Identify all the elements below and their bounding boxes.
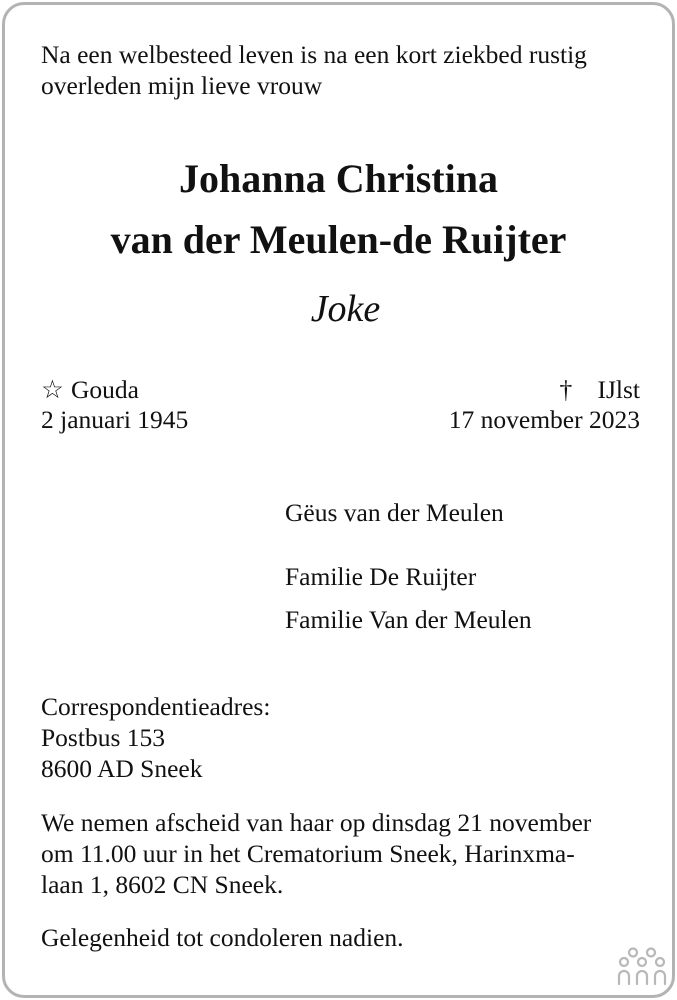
death-place-text: IJlst <box>597 375 640 404</box>
birth-place-text: Gouda <box>71 375 139 404</box>
correspondence-line-1: Postbus 153 <box>41 723 165 752</box>
correspondence-address <box>41 691 270 784</box>
farewell-text <box>41 807 591 900</box>
intro-line-2: overleden mijn lieve vrouw <box>41 71 323 100</box>
condolence-text: Gelegenheid tot condoleren nadien. <box>41 923 404 952</box>
farewell-line-3: laan 1, 8602 CN Sneek. <box>41 870 284 899</box>
correspondence-label: Correspondentieadres: <box>41 692 271 721</box>
deceased-nickname: Joke <box>310 288 381 330</box>
farewell-line-2: om 11.00 uur in het Crematorium Sneek, Harinxma- <box>41 839 575 868</box>
deceased-name-line-2: van der Meulen-de Ruijter <box>110 217 567 262</box>
correspondence-line-2: 8600 AD Sneek <box>41 754 203 783</box>
deceased-name-line-1: Johanna Christina <box>179 156 498 201</box>
death-place <box>559 375 640 405</box>
family-member-de-ruijter: Familie De Ruijter <box>285 562 477 591</box>
intro-line-1: Na een welbesteed leven is na een kort ziekbed rustig <box>41 40 587 69</box>
people-group-icon <box>617 947 667 987</box>
dagger-icon: † <box>559 375 573 404</box>
star-icon: ☆ <box>41 375 64 404</box>
birth-place <box>41 375 139 405</box>
death-date: 17 november 2023 <box>448 405 640 434</box>
obituary-card <box>2 2 675 998</box>
birth-date: 2 januari 1945 <box>41 405 189 434</box>
family-member-spouse: Gëus van der Meulen <box>285 498 504 527</box>
farewell-line-1: We nemen afscheid van haar op dinsdag 21 november <box>41 808 592 837</box>
family-member-van-der-meulen: Familie Van der Meulen <box>285 605 532 634</box>
intro-text <box>41 39 587 101</box>
